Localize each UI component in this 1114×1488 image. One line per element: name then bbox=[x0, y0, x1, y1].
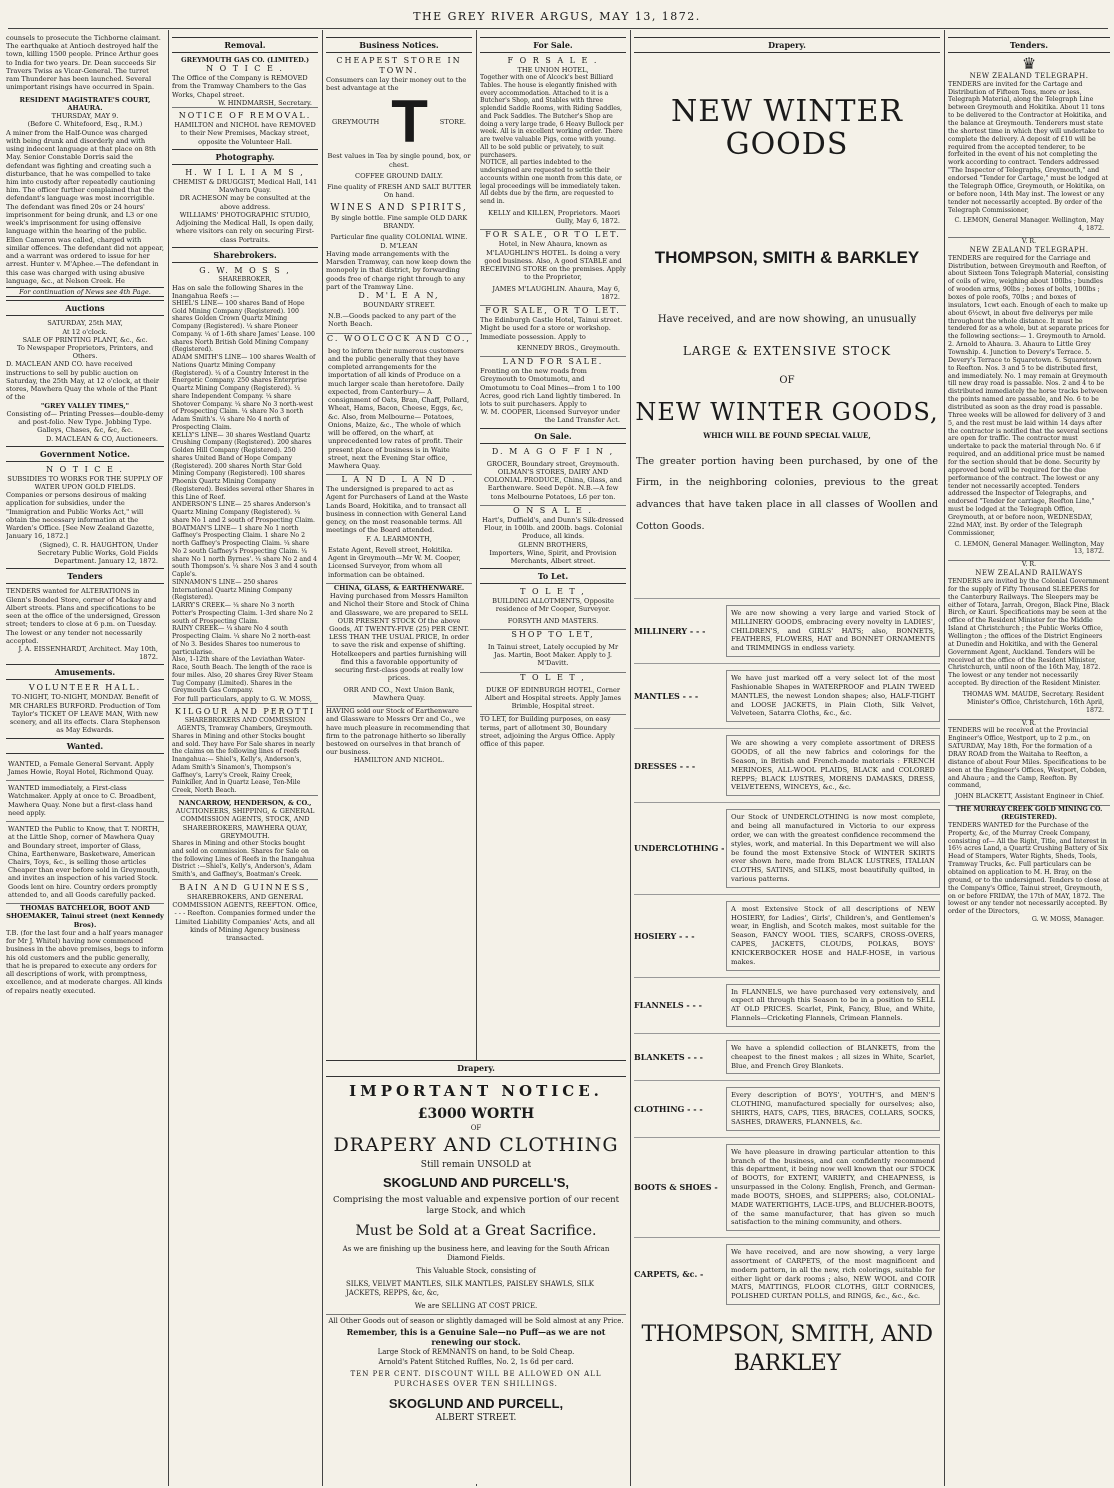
auctions-heading: Auctions bbox=[6, 300, 164, 316]
letting-title: FOR SALE, OR TO LET. bbox=[485, 230, 621, 240]
onsale-title: O N S A L E . bbox=[513, 505, 593, 515]
court-date: THURSDAY, MAY 9. bbox=[51, 112, 119, 121]
rule bbox=[8, 28, 1108, 29]
department-text: We have received, and are now showing, a very large assortment of CARPETS, of the most magnificent and modern pattern, in all the new, rich colorings, suitable for either light or dark rooms ; also, NEW WOOL and COIR MATS, MATTINGS, FLOOR CLOTHS, GILT CORNICES, POLISHED CURTAN POLLS, and RINGS, &c., &c., &c. bbox=[726, 1244, 940, 1305]
union-title: F O R S A L E . bbox=[507, 56, 599, 65]
of-label: OF bbox=[779, 375, 795, 387]
landsale-title: LAND FOR SALE. bbox=[502, 357, 604, 367]
nb-note: N.B.—Goods packed to any part of the North Beach. bbox=[326, 309, 472, 333]
land-title: L A N D . L A N D . bbox=[341, 475, 457, 485]
department-block bbox=[634, 894, 940, 977]
court-heading: RESIDENT MAGISTRATE'S COURT, AHAURA. bbox=[19, 95, 151, 112]
special-value: WHICH WILL BE FOUND SPECIAL VALUE, bbox=[703, 431, 871, 441]
orr-sig: ORR AND CO., Next Union Bank, Mawhera Quay. bbox=[326, 683, 472, 707]
nancarrow-more: Shares in Mining and other Stocks bought and sold on commission. Shares for Sale on the following Lines of Reefs in the Inangahua District :—Shiel's, Kelly's, Anderson's, Adam Smith's, and Gaffney's, Boatman's Creek. bbox=[172, 840, 315, 879]
union-name: THE UNION HOTEL, bbox=[517, 66, 589, 74]
auction-items: Consisting of— Printing Presses—double-demy and post-folio. New Type. Jobbing Type. Galleys, Chases, &c, &c, &c. bbox=[6, 409, 164, 435]
cheapest-body: Consumers can lay their money out to the best advantage at the bbox=[326, 76, 467, 93]
skoglund-ad bbox=[326, 1060, 626, 1484]
castle-signature: KENNEDY BROS., Greymouth. bbox=[480, 341, 626, 357]
t5-body: TENDERS WANTED for the Purchase of the Property, &c, of the Murray Creek Company, consisting of— All the Right, Title, and Interest in 16½ acres Land, a Quartz Crushing Battery of Six Head of Stampers, Water Rights, Sheds, Tools, Tramway Trucks, &c. Full particulars can be obtained on application to M. H. Bray, on the ground, or to the undersigned. Tenders to close at the Company's Office, Tainui street, Greymouth, on or before FRIDAY, the 17th of MAY, 1872. The lowest or any tender not necessarily accepted. By order of the Directors, bbox=[948, 821, 1109, 916]
genuine-sale: Remember, this is a Genuine Sale—no Puff—as we are not renewing our stock. bbox=[346, 1326, 606, 1348]
batchelor-title: THOMAS BATCHELOR, BOOT AND SHOEMAKER, Tainui street (next Kennedy Bros). bbox=[6, 904, 164, 929]
moss-title: G. W. M O S S , bbox=[199, 265, 291, 275]
discount: TEN PER CENT. DISCOUNT WILL BE ALLOWED ON ALL PURCHASES OVER TEN SHILLINGS. bbox=[350, 1370, 602, 1388]
department-text: We have a splendid collection of BLANKETS, from the cheapest to the finest makes ; all sizes in White, Scarlet, Blue, and French Grey Blankets. bbox=[726, 1040, 940, 1074]
news-text: counsels to prosecute the Tichborne claimant. The earthquake at Antioch destroyed half the town, killing 1500 people. Prince Arthur goes to India for two years. Dr. Dean succeeds Sir Travers Twiss as Vicar-General. The turret ram Thunderer has been launched. Several unimportant risings have occurred in Spain. bbox=[6, 34, 161, 92]
glenn-title: GLENN BROTHERS, bbox=[518, 540, 588, 549]
t2-signature: C. LEMON, General Manager. Wellington, May 13, 1872. bbox=[948, 538, 1110, 562]
vr-mark: V. R. bbox=[1021, 561, 1037, 569]
tea-note: Best values in Tea by single pound, box, or chest. bbox=[327, 152, 471, 169]
department-label: MILLINERY - - - bbox=[634, 625, 706, 636]
new-winter-goods-subtitle: NEW WINTER GOODS, bbox=[635, 398, 939, 427]
worth: £3000 WORTH bbox=[417, 1106, 535, 1123]
finishing: As we are finishing up the business here, and leaving for the South African Diamond Fields. bbox=[342, 1244, 610, 1262]
sharebrokers-heading: Sharebrokers. bbox=[172, 247, 318, 263]
shares-rainy: RAINY CREEK— ¼ share No 4 south Prospecting Claim. ¼ share No 2 north-east of No 3. Besides Shares too numerous to particularise. bbox=[172, 625, 311, 656]
williams-title: H. W I L L I A M S , bbox=[185, 167, 305, 177]
tolet-title: T O L E T , bbox=[520, 587, 586, 597]
nancarrow-title: NANCARROW, HENDERSON, & CO., bbox=[172, 795, 318, 807]
shares-also: Also, 1-12th share of the Leviathan Water-Race, South Beach. The length of the race is four miles. Also, 20 shares Grey River Steam Tug Company (Limited). Shares in the Greymouth Gas Company. bbox=[172, 656, 313, 695]
coffee-note: COFFEE GROUND DAILY. bbox=[355, 171, 443, 180]
shares-kelly: KELLY'S LINE— 30 shares Westland Quartz Crushing Company (Registered). 200 shares Golden Hill Company (Registered). 250 shares United Band of Hope Company (Registered). 200 shares North Star Gold Mining Company (Registered). 100 shares Phoenix Quartz Mining Company (Registered). Besides several other Shares in this Line of Reef. bbox=[172, 431, 315, 501]
department-label: BOOTS & SHOES - bbox=[634, 1182, 718, 1193]
kilgour-title: KILGOUR AND PEROTTI bbox=[172, 703, 318, 717]
dmclean-title: D. M'L E A N, bbox=[358, 291, 440, 300]
t2-title: NEW ZEALAND TELEGRAPH. bbox=[969, 245, 1089, 254]
department-block bbox=[634, 663, 940, 728]
tenders-heading-right: Tenders. bbox=[948, 37, 1110, 53]
batchelor-body: T.B. (for the last four and a half years manager for Mr J. Whitel) having now commenced business in the above premises, begs to inform his old customers and the public generally, that he is prepared to execute any orders for all descriptions of work, with promptness, excellence, and at moderate charges. All kinds of repairs neatly executed. bbox=[6, 928, 164, 995]
store-label: STORE. bbox=[439, 118, 466, 127]
column-rule bbox=[630, 30, 631, 1486]
have-received: Have received, and are now showing, an unusually bbox=[657, 314, 917, 326]
union-signature: KELLY and KILLEN, Proprietors. Maori Gully, May 6, 1872. bbox=[480, 206, 626, 230]
skoglund-footer: SKOGLUND AND PURCELL, bbox=[388, 1395, 564, 1411]
moss-intro: Has on sale the following Shares in the Inangahua Reefs :— bbox=[172, 283, 304, 300]
albert-street: ALBERT STREET. bbox=[435, 1413, 517, 1424]
bain-title: BAIN AND GUINNESS, bbox=[172, 879, 318, 893]
shares-shiel: SHIEL'S LINE— 100 shares Band of Hope Gold Mining Company (Registered). 100 shares Golden Crown Quartz Mining Company (Registered). ¼ share Pioneer Company. ¼ of 1-6th share James' Lease. 100 shares North British Gold Mining Company (Registered). bbox=[172, 299, 315, 354]
tenders-heading: Tenders bbox=[6, 568, 164, 584]
t1-body: TENDERS are invited for the Cartage and Distribution of Fifteen Tons, more or less, Telegraph Material, along the Telegraph Line between Greymouth and Hokitika. About 11 tons to be delivered to the Contractor at Hokitika, and the balance at Greymouth. Tenderers must state the shortest time in which they will undertake to complete the delivery. A deposit of £10 will be required from the accepted tenderer, to be forfeited in the event of his not completing the work according to contract. Tenders addressed "The Inspector of Telegraphs, Greymouth," and endorsed "Tender for Cartage," must be lodged at the Telegraph Office, Greymouth, or Hokitika, on or before noon, 14th May inst. The lowest or any tender not necessarily accepted. By order of the Telegraph Commissioner, bbox=[948, 80, 1108, 214]
important-notice: IMPORTANT NOTICE. bbox=[349, 1081, 603, 1100]
drapery-heading-small: Drapery. bbox=[326, 1061, 626, 1077]
gas-body: The Office of the Company is REMOVED from the Tramway Chambers to the Gas Works, Chapel street. bbox=[172, 74, 308, 99]
auction-date: SATURDAY, 25th MAY, bbox=[47, 319, 123, 328]
land-sig: F. A. LEARMONTH, bbox=[366, 534, 432, 543]
must-be-sold: Must be Sold at a Great Sacrifice. bbox=[355, 1222, 597, 1239]
big-t-letter: T bbox=[391, 88, 428, 156]
department-block bbox=[634, 977, 940, 1033]
footer-firm: THOMPSON, SMITH, AND BARKLEY bbox=[641, 1322, 933, 1376]
shares-sinnamon: SINNAMON'S LINE— 250 shares International Quartz Mining Company (Registered). bbox=[172, 578, 293, 602]
magoffin-title: D. M A G O F F I N , bbox=[491, 446, 615, 456]
department-block bbox=[634, 1033, 940, 1080]
kilgour-sub: SHAREBROKERS AND COMMISSION AGENTS, Tramway Chambers, Greymouth. bbox=[177, 717, 313, 733]
department-text: In FLANNELS, we have purchased very extensively, and expect all through this Season to be in a position to SELL AT OLD PRICES. Scarlet, Pink, Fancy, Blue, and White, Flannels—Cricketing Flannels, Crimean Flannels. bbox=[726, 984, 940, 1027]
t5-title: THE MURRAY CREEK GOLD MINING CO. (REGISTERED). bbox=[955, 806, 1103, 822]
amusements-heading: Amusements. bbox=[6, 664, 164, 680]
comprising: Comprising the most valuable and expensive portion of our recent large Stock, and which bbox=[332, 1194, 620, 1217]
removal-heading: Removal. bbox=[172, 37, 318, 53]
acheson-note: DR ACHESON may be consulted at the above address. bbox=[179, 194, 311, 211]
castle-body: The Edinburgh Castle Hotel, Tainui street. Might be used for a store or workshop. Immediate possession. Apply to bbox=[480, 316, 623, 341]
column-rule bbox=[168, 30, 169, 1486]
cost-price: We are SELLING AT COST PRICE. bbox=[414, 1301, 538, 1310]
department-label: FLANNELS - - - bbox=[634, 1000, 702, 1011]
department-label: HOSIERY - - - bbox=[634, 930, 695, 941]
court-before: (Before C. Whitefoord, Esq., R.M.) bbox=[27, 120, 143, 129]
department-block bbox=[634, 728, 940, 802]
mclean-sig: D. M'LEAN bbox=[380, 241, 418, 250]
drapery-clothing: DRAPERY AND CLOTHING bbox=[333, 1134, 619, 1157]
woolcock-body: beg to inform their numerous customers and the public generally that they have completed arrangements for the importation of all kinds of Produce on a much larger scale than heretofore. Daily expected, from Canterbury— A consignment of Oats, Bran, Chaff, Pollard, Wheat, Hams, Bacon, Cheese, Eggs, &c, &c. Also, from Melbourne— Potatoes, Onions, Maize, &c., The whole of which will be offered, on the wharf, at unprecedented low rates of profit. Their present place of business is in Waite street, next the Evening Star office, Mawhera Quay. bbox=[326, 344, 472, 476]
glenn-body: Importers, Wine, Spirit, and Provision Merchants, Albert street. bbox=[489, 548, 617, 566]
court-body: A miner from the Half-Ounce was charged with being drunk and disorderly and with using indecent language at that place on 8th May. Senior Constable Dorris said the defendant was fighting and creating such a disturbance, that he was compelled to take him into custody after repeatedly cautioning him. The officer further complained that the defendant's language was most incorrigible. The defendant was fined 20s or 24 hours' imprisonment for being drunk, and L3 or one week's imprisonment for using offensive language within the hearing of the public. Ellen Cameron was called, charged with similar offences. The defendant did not appear, and a warrant was ordered to issue for her arrest. Hunter v. M'Aphee.—The defendant in this case was charged with using abusive language, &c., at Nelson Creek. He bbox=[6, 128, 164, 285]
hall-title: VOLUNTEER HALL. bbox=[28, 683, 142, 693]
shop-body: In Tainui street, Lately occupied by Mr Jas. Martin, Boot Maker. Apply to J. M'Davitt. bbox=[480, 640, 626, 673]
column-tenders bbox=[948, 34, 1110, 1484]
department-text: We are now showing a very large and varied Stock of MILLINERY GOODS, embracing every novelty in LADIES', CHILDREN'S, and GIRLS' HATS; also, BONNETS, FEATHERS, FLOWERS, HAT and BONNET ORNAMENTS and TRIMMINGS in endless variety. bbox=[726, 605, 940, 657]
gas-notice: N O T I C E . bbox=[206, 64, 284, 74]
wines-title: WINES AND SPIRITS, bbox=[330, 202, 468, 213]
large-stock: LARGE & EXTENSIVE STOCK bbox=[682, 344, 892, 359]
nancarrow-body: AUCTIONEERS, SHIPPING, & GENERAL COMMISSION AGENTS, STOCK, AND SHAREBROKERS, MAWHERA QUAY, GREYMOUTH. bbox=[175, 807, 315, 840]
butter-note: Fine quality of FRESH AND SALT BUTTER On hand. bbox=[327, 183, 471, 200]
landsale-body: Fronting on the new roads from Greymouth to Omotumotu, and Omotumotu to Coal Mines—from 1 to 100 Acres, good rich Land lightly timbered. In lots to suit purchasers. Apply to bbox=[480, 367, 621, 408]
auction-time: At 12 o'clock. bbox=[62, 327, 108, 336]
column-rule bbox=[322, 30, 323, 1486]
union-notice: NOTICE, all parties indebted to the undersigned are requested to settle their accounts within one month from this date, or legal proceedings will be immediately taken. All debts due by the firm, are requested to send in. bbox=[480, 159, 622, 206]
forsyth-sig: FORSYTH AND MASTERS. bbox=[480, 614, 626, 630]
column-drapery bbox=[634, 34, 940, 1484]
department-label: CLOTHING - - - bbox=[634, 1103, 703, 1114]
t3-title: NEW ZEALAND RAILWAYS bbox=[975, 569, 1083, 578]
hn-title: NOTICE OF REMOVAL. bbox=[172, 107, 318, 121]
unsold: Still remain UNSOLD at bbox=[420, 1160, 532, 1171]
department-block bbox=[634, 1080, 940, 1136]
department-text: A most Extensive Stock of all descriptions of NEW HOSIERY, for Ladies', Girls', Children's, and Gentlemen's wear, in English, and Scotch makes, most suitable for the Season, FANCY WOOL TIES, SCARFS, CROSS-OVERS, CAPES, JACKETS, CLOUDS, POLKAS, BOYS' KNICKERBOCKER HOSE and HALF-HOSE, in various makes. bbox=[726, 901, 940, 971]
wanted-ad: WANTED, a Female General Servant. Apply James Howie, Royal Hotel, Richmond Quay. bbox=[6, 757, 164, 781]
shares-larry: LARRY'S CREEK— ¼ share No 3 north Potter's Prospecting Claim. 1-3rd share No 2 south of Prospecting Claim. bbox=[172, 602, 314, 625]
china-title: CHINA, GLASS, & EARTHENWARE. bbox=[333, 583, 465, 592]
business-heading: Business Notices. bbox=[326, 37, 472, 53]
coat-of-arms-icon: ♛ bbox=[1021, 54, 1037, 73]
notice-title: N O T I C E . bbox=[46, 464, 124, 474]
department-label: UNDERCLOTHING - bbox=[634, 843, 725, 854]
land-addr: Estate Agent, Revell street, Hokitika. Agent in Greymouth—Mr W. M. Cooper, Licensed Surveyor, from whom all information can be obtained. bbox=[326, 543, 472, 584]
other-goods: All Other Goods out of season or slightly damaged will be Sold almost at any Price. bbox=[326, 1314, 626, 1326]
bain-body: SHAREBROKERS, AND GENERAL COMMISSION AGENTS, REEFTON. Office, - - - Reefton. Companies formed under the Limited Liability Companies' Acts, and all kinds of Mining Agency business transacted. bbox=[172, 892, 318, 943]
vr-mark: V. R. bbox=[1021, 238, 1037, 246]
auction-to: To Newspaper Proprietors, Printers, and Others. bbox=[16, 343, 154, 361]
notice-signature: (Signed), C. R. HAUGHTON, Under Secretary Public Works, Gold Fields Department. January 12, 1872. bbox=[37, 540, 158, 566]
moss-sub: SHAREBROKER, bbox=[218, 275, 272, 283]
tender-body: TENDERS wanted for ALTERATIONS in Glenn's Bonded Store, corner of Mackay and Albert streets. Plans and specifications to be seen at the office of the undersigned, Gresson street; tenders to close at 6 p.m. on Tuesday. The lowest or any tender not necessarily accepted. bbox=[6, 587, 161, 645]
t2-body: TENDERS are required for the Carriage and Distribution, between Greymouth and Reefton, of about Sixteen Tons Telegraph Material, consisting of coils of wire, weighing about 100lbs ; bundles of wooden arms, 90lbs ; boxes of bolts, 100lbs ; boxes of pole roofs, 70lbs ; and boxes of insulators, 1cwt each. Enough of each to make up about 6½cwt, in about five deliverys per mile throughout the whole distance. It must be tendered for as a whole, but at separate prices for the following sections:— 1. Greymouth to Arnold. 2. Arnold to Ahaura. 3. Ahaura to Little Grey Township. 4. Junction to Devery's Terrace. 5. Devery's Terrace to Squaretown. 6. Squaretown to Reefton. Nos. 3 and 5 to be distributed first, and immediately. No. 1 may remain at Greymouth till new dray road is passable. Nos. 2 and 4 to be distributed immediately the horse tracks between the points named are passable, and No. 6 to be distributed as soon as the dray road is passable. Three weeks will be allowed for delivery of 3 and 5, and the rest must be laid within 14 days after the contractor is notified that the several sections are open for traffic. The contractor must undertake to pack the material through No. 6 if required, and an additional price must be named for the section should that be done. Security by approved bond will be required for the due performance of the contract. The lowest or any tender not necessarily accepted. Tenders addressed the Inspector of Telegraphs, and endorsed "Tender for carriage, Reefton Line," must be lodged at the Telegraph Office, Greymouth, at or before noon, WEDNESDAY, 22nd MAY, inst. By order of the Telegraph Commissioner, bbox=[948, 254, 1110, 537]
continued-note: For continuation of News see 4th Page. bbox=[6, 287, 164, 297]
department-label: DRESSES - - - bbox=[634, 760, 696, 771]
woolcock-title: C. WOOLCOCK AND CO., bbox=[327, 333, 471, 343]
moss-signature: For full particulars, apply to G. W. MOSS, bbox=[173, 695, 312, 704]
t3-signature: THOMAS WM. MAUDE, Secretary. Resident Minister's Office, Christchurch, 16th April, 1872. bbox=[948, 688, 1110, 720]
colonial-note: Particular fine quality COLONIAL WINE. bbox=[330, 233, 468, 242]
department-block bbox=[634, 802, 940, 894]
shares-anderson: ANDERSON'S LINE— 25 shares Anderson's Quartz Mining Company (Registered). ¼ share No 1 and 2 south of Prospecting Claim. bbox=[172, 501, 315, 524]
gas-signature: W. HINDMARSH, Secretary. bbox=[217, 98, 312, 107]
t3-body: TENDERS are invited by the Colonial Government for the supply of Fifty Thousand SLEEPERS for the Canterbury Railways. The Sleepers may be either of Totara, Jarrah, Oregon, Black Pine, Black Birch, or Kauri. Specifications may be seen at the office of the Resident Minister for the Middle Island at Christchurch ; the Public Works Office, Wellington ; the offices of the District Engineers at Dunedin and Hokitika, and with the General Government Agent, Auckland. Tenders will be received at the office of the Resident Minister, Christchurch, until noon of the 16th May, 1872. The lowest or any tender not necessarily accepted. By direction of the Resident Minister. bbox=[948, 577, 1110, 688]
shares-adam-smith: ADAM SMITH'S LINE— 100 shares Wealth of Nations Quartz Mining Company (Registered). ¼ of a Country Interest in the Energetic Company. 250 shares Enterprise Quartz Mining Company (Registered). ¼ share Independent Company. ¼ share Shotover Company. ¼ share No 3 north-west of Prospecting Claim. ¼ share No 3 north Adam Smith's. ¼ share No 4 north of Prospecting Claim. bbox=[172, 354, 316, 431]
hn-body: HAMILTON and NICHOL have REMOVED to their New Premises, Mackay street, opposite the Volunteer Hall. bbox=[174, 121, 316, 146]
department-block bbox=[634, 598, 940, 663]
department-block bbox=[634, 1237, 940, 1311]
land-body: The undersigned is prepared to act as Agent for Purchasers of Land at the Waste Lands Board, Hokitika, and to transact all business in connection with General Land gency, on the most reasonable terms. All meetings of the Board attended. bbox=[326, 485, 469, 535]
williams-sub: CHEMIST & DRUGGIST, Medical Hall, 141 Mawhera Quay. bbox=[172, 177, 318, 195]
auction-body: D. MACLEAN AND CO. have received instructions to sell by public auction on Saturday, the 25th May, at 12 o'clock, at their stores, Mawhera Quay the whole of the Plant of the bbox=[6, 360, 160, 402]
union-body: Together with one of Alcock's best Billiard Tables. The house is elegantly finished with every accommodation. Attached to it is a Butcher's Shop, and Stables with three splendid Saddle Rooms, with Riding Saddles, and Pack Saddles. The Butcher's Shop are doing a very large trade, 6 Heavy Bullock per week. All is in excellent working order. There are twelve valuable Pigs, come with young. All to be sold public or privately, to suit purchasers. bbox=[480, 74, 624, 159]
on-sale-heading: On Sale. bbox=[480, 428, 626, 444]
government-heading: Government Notice. bbox=[6, 446, 164, 462]
hn-signature: HAMILTON AND NICHOL. bbox=[353, 756, 445, 765]
having-body: HAVING sold our Stock of Earthenware and Glassware to Messrs Orr and Co., we have much pleasure in recommending that firm to the patronage hitherto so liberally bestowed on ourselves in that branch of our business. bbox=[326, 707, 470, 757]
mclean-body: Having made arrangements with the Marsden Tramway, can now keep down the monopoly in that district, by forwarding goods free of charge right through to any part of the Tramway Line. bbox=[326, 249, 472, 291]
t1-title: NEW ZEALAND TELEGRAPH. bbox=[969, 72, 1089, 80]
studio-note: WILLIAMS' PHOTOGRAPHIC STUDIO, Adjoining the Medical Hall, Is open daily, where visitors can rely on securing First-class Portraits. bbox=[176, 210, 314, 244]
stock-list: SILKS, VELVET MANTLES, SILK MANTLES, PAISLEY SHAWLS, SILK JACKETS, REPPS, &c, &c, bbox=[346, 1279, 594, 1298]
vr-mark: V. R. bbox=[1021, 719, 1037, 727]
tolet2-title: T O L E T , bbox=[520, 672, 586, 682]
column-removal bbox=[172, 34, 318, 1484]
column-news bbox=[6, 34, 164, 1484]
to-let-heading: To Let. bbox=[480, 568, 626, 584]
notice-subtitle: SUBSIDIES TO WORKS FOR THE SUPPLY OF WATER UPON GOLD FIELDS. bbox=[7, 474, 163, 492]
tender-signature: J. A. EISSENHARDT, Architect. May 10th, 1872. bbox=[18, 645, 158, 662]
wanted-ad: WANTED immediately, a First-class Watchmaker. Apply at once to C. Broadbent, Mawhera Quay. None but a first-class hand need apply. bbox=[6, 781, 164, 822]
department-text: We have just marked off a very select lot of the most Fashionable Shapes in WATERPROOF and PLAIN TWEED MANTLES, the newest London shapes; also, HALF-TIGHT and LOOSE JACKETS, in Plain Cloth, Silk Velvet, Velveteen, Satarra Cloths, &c., &c. bbox=[726, 670, 940, 722]
wanted-ad: WANTED the Public to Know, that T. NORTH, at the Little Shop, corner of Mawhera Quay and Boundary street, importer of Glass, China, Earthenware, Basketware, American Chairs, Toys, &c., is selling those articles Cheaper than ever before sold in Greymouth, and invites an inspection of his varied Stock. Goods lent on hire. Country orders promptly attended to, and all Goods carefully packed. bbox=[6, 822, 164, 904]
masthead: THE GREY RIVER ARGUS, MAY 13, 1872. bbox=[413, 10, 701, 23]
tolet-body: BUILDING ALLOTMENTS, Opposite residence of Mr Cooper, Surveyor. bbox=[492, 597, 614, 614]
cheapest-title: CHEAPEST STORE IN TOWN. bbox=[336, 56, 462, 75]
letting-signature: JAMES M'LAUGHLIN. Ahaura, May 6, 1872. bbox=[480, 282, 626, 306]
new-winter-goods-title: NEW WINTER GOODS bbox=[671, 94, 903, 163]
letting-body: Hotel, in New Ahaura, known as M'LAUGHLIN'S HOTEL. Is doing a very good business. Also, A good STABLE and RECEIVING STORE on the premises. Apply to the Proprietor, bbox=[480, 240, 626, 282]
shares-boatman: BOATMAN'S LINE— 1 share No 1 north Gaffney's Prospecting Claim. 1 share No 2 north Gaffney's Prospecting Claim. ¼ share No 2 south Gaffney's Prospecting Claim. ¼ share No 1 north Byrnes'. ¼ share No 2 and 4 south Thompson's. ¼ share Nos 3 and 4 south Caple's. bbox=[172, 524, 318, 579]
for-sale-heading: For Sale. bbox=[480, 37, 626, 53]
gas-title: GREYMOUTH GAS CO. (LIMITED.) bbox=[180, 56, 310, 64]
remnants: Large Stock of REMNANTS on hand, to be Sold Cheap. bbox=[377, 1348, 575, 1357]
ruffles: Arnold's Patent Stitched Ruffles, No. 2, 1s 6d per card. bbox=[378, 1357, 574, 1366]
t4-body: TENDERS will be received at the Provincial Engineer's Office, Westport, up to 2 p.m., on SATURDAY, May 18th, For the formation of a DRAY ROAD from the Waitaha to Reefton, a distance of about Four Miles. Specifications to be seen at the Engineer's Offices, Westport, Cobden, and Ahaura ; and the Camp, Reefton. By command, bbox=[948, 727, 1107, 790]
department-text: Our Stock of UNDERCLOTHING is now most complete, and being all manufactured in Victoria to our express order, we can with the greatest confidence recommend the styles, work, and material. In this Department we will also be found the most Extensive Stock of WINTER SKIRTS ever shown here, made from BLACK LUSTRES, ITALIAN CLOTHS, SATINS, and SILKS, most beautifully quilted, in various patterns. bbox=[726, 809, 940, 888]
photography-heading: Photography. bbox=[172, 149, 318, 165]
greymouth-label: GREYMOUTH bbox=[332, 118, 380, 127]
department-list bbox=[634, 598, 940, 1311]
tolet2-body: DUKE OF EDINBURGH HOTEL, Corner Albert and Hospital streets. Apply James Brimble, Hospital street. bbox=[480, 683, 626, 716]
build-note: TO LET, for Building purposes, on easy terms, part of allotment 30, Boundary street, adjoining the Argus Office. Apply office of this paper. bbox=[480, 715, 615, 749]
greater-portion: The greater portion having been purchased, by one of the Firm, in the neighboring colonies, previous to the great advances that have taken place in all classes of Woollen and Cotton Goods. bbox=[636, 455, 938, 533]
boundary-street: BOUNDARY STREET. bbox=[363, 301, 435, 309]
department-label: BLANKETS - - - bbox=[634, 1051, 704, 1062]
department-label: MANTLES - - - bbox=[634, 690, 699, 701]
onsale-body: Hart's, Duffield's, and Dunn's Silk-dressed Flour, in 100lb. and 200lb. bags. Colonial Produce, all kinds. bbox=[482, 515, 624, 541]
department-block bbox=[634, 1137, 940, 1237]
auction-paper: "GREY VALLEY TIMES," bbox=[40, 401, 130, 410]
t1-signature: C. LEMON, General Manager. Wellington, May 4, 1872. bbox=[948, 214, 1110, 238]
department-text: We have pleasure in drawing particular attention to this branch of the business, and can confidently recommend this department, it being now well known that our STOCK of BOOTS, for EXTENT, VARIETY, and CHEAPNESS, is unsurpassed in the Colony. English, French, and German-made BOOTS, SHOES, and SLIPPERS; also, COLONIAL-MADE WATERTIGHTS, LACE-UPS, and BLUCHER-BOOTS, of the same manufacturer, that has given so much satisfaction to the mining community, and others. bbox=[726, 1144, 940, 1231]
castle-title: FOR SALE, OR TO LET. bbox=[485, 306, 621, 316]
department-text: Every description of BOYS', YOUTH'S, and MEN'S CLOTHING, manufactured specially for ourselves; also, SHIRTS, HATS, CAPS, TIES, BRACES, COLLARS, SOCKS, SASHES, DRAWERS, FLANNELS, &c. bbox=[726, 1087, 940, 1130]
firm-name: THOMPSON, SMITH & BARKLEY bbox=[654, 248, 920, 268]
magoffin-body: GROCER, Boundary street, Greymouth. OILMAN'S STORES, DAIRY AND COLONIAL PRODUCE, China, Glass, and Earthenware. Seed Depôt. N.B.—A few tons Melbourne Potatoes, L6 per ton. bbox=[480, 457, 626, 506]
drapery-heading: Drapery. bbox=[634, 37, 940, 53]
skoglund-name: SKOGLUND AND PURCELL'S, bbox=[382, 1175, 570, 1191]
china-body: Having purchased from Messrs Hamilton and Nichol their Store and Stock of China and Glassware, we are prepared to SELL OUR PRESENT STOCK Of the above Goods, AT TWENTY-FIVE (25) PER CENT. LESS THAN THE USUAL PRICE, In order to save the risk and expense of shifting. Hotelkeepers and parties furnishing will find this a favorable opportunity of securing first-class goods at really low prices. bbox=[328, 592, 470, 683]
landsale-signature: W. M. COOPER, Licensed Surveyor under the Land Transfer Act. bbox=[480, 408, 620, 425]
wanted-heading: Wanted. bbox=[6, 738, 164, 754]
valuable: This Valuable Stock, consisting of bbox=[416, 1267, 536, 1276]
worth-of: OF bbox=[470, 1123, 482, 1132]
t4-signature: JOHN BLACKETT, Assistant Engineer in Chief. bbox=[948, 790, 1110, 806]
kilgour-body: Shares in Mining and other Stocks bought and sold. They have For Sale shares in nearly the claims on the following lines of reefs Inangahua:— Shiel's, Kelly's, Anderson's, Adam Smith's Sinamon's, Thompson's Gaffney's, Larry's Creek, Rainy Creek, Painkiller, And in Quartz Lease, Ten-Mile Creek, North Beach. bbox=[172, 732, 315, 795]
department-label: CARPETS, &c. - bbox=[634, 1269, 704, 1280]
t5-signature: G. W. MOSS, Manager. bbox=[1031, 916, 1104, 924]
notice-body: Companies or persons desirous of making application for subsidies, under the "Immigration and Public Works Act," will obtain the necessary information at the Warden's Office. [See New Zealand Gazette, January 16, 1872.] bbox=[6, 491, 155, 541]
department-text: We are showing a very complete assortment of DRESS GOODS, of all the new fabrics and colorings for the Season, in British and French-made materials : FRENCH MERINOES, ALL-WOOL PLAIDS, BLACK and COLORED REPPS; BLACK LUSTRES, MORENS DAMASKS, DRESS, VELVETEENS, WINCEYS, &c., &c. bbox=[726, 735, 940, 796]
shop-title: SHOP TO LET, bbox=[511, 629, 595, 639]
hall-body: TO-NIGHT, TO-NIGHT, MONDAY. Benefit of MR CHARLES BURFORD. Production of Tom Taylor's TICKET OF LEAVE MAN, With new scenery, and all its effects. Clara Stephenson as May Edwards. bbox=[9, 693, 161, 735]
auction-signature: D. MACLEAN & CO, Auctioneers. bbox=[46, 434, 158, 443]
column-rule bbox=[944, 30, 945, 1486]
brandy-note: By single bottle. Fine sample OLD DARK BRANDY. bbox=[330, 213, 468, 231]
auction-title: SALE OF PRINTING PLANT, &c., &c. bbox=[22, 335, 148, 344]
